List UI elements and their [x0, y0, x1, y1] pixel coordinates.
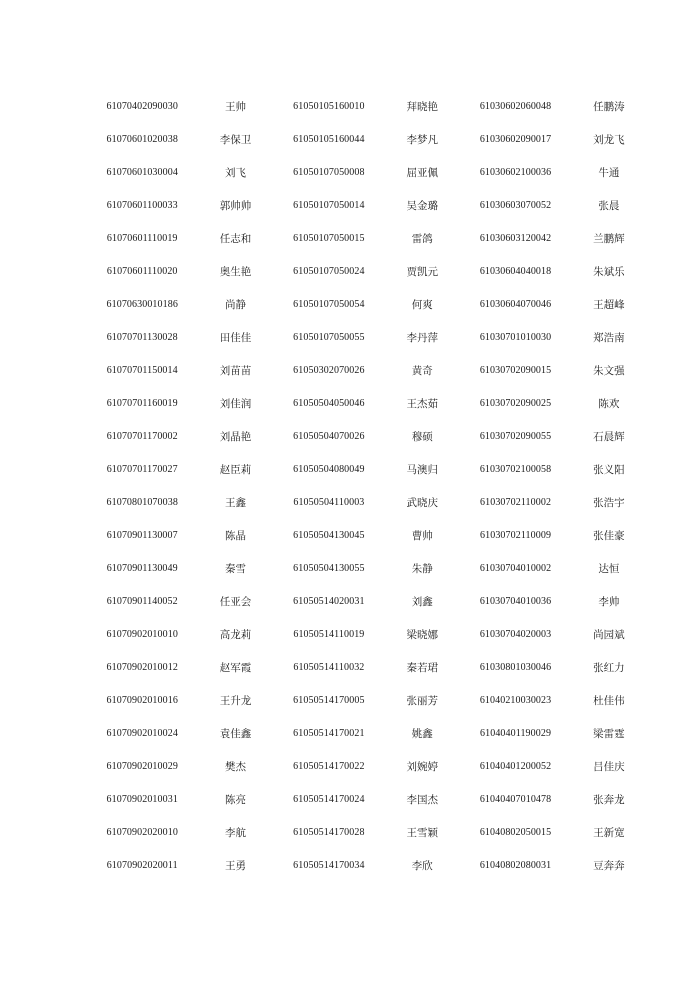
candidate-id: 61070902020011: [106, 860, 178, 871]
candidate-id: 61040407010478: [479, 794, 552, 805]
candidate-name: 朱斌乐: [593, 266, 625, 278]
candidate-id: 61050514170024: [293, 794, 365, 805]
candidate-id: 61030704010002: [479, 563, 552, 574]
candidate-id: 61030704020003: [479, 629, 552, 640]
candidate-id: 61050514170022: [293, 761, 365, 772]
candidate-name: 张红力: [593, 662, 625, 674]
candidate-name: 刘婉婷: [406, 761, 438, 773]
candidate-name: 张义阳: [593, 464, 625, 476]
table-row: [80, 255, 640, 288]
candidate-id: 61070901140052: [106, 596, 178, 607]
candidate-id: 61050107050015: [293, 233, 365, 244]
candidate-id: 61050504110003: [293, 497, 365, 508]
candidate-name: 刘鑫: [411, 596, 433, 608]
table-row: [80, 849, 640, 882]
candidate-name: 李保卫: [219, 134, 252, 146]
candidate-id: 61030702090025: [479, 398, 552, 409]
candidate-id: 61050514020031: [293, 596, 365, 607]
candidate-id: 61040210030023: [479, 695, 552, 706]
table-row: [80, 288, 640, 321]
table-row: [80, 222, 640, 255]
candidate-id: 61030702100058: [479, 464, 552, 475]
candidate-name: 雷鸽: [411, 233, 433, 245]
table-row: [80, 651, 640, 684]
candidate-name: 武晓庆: [406, 497, 438, 509]
table-row: [80, 816, 640, 849]
candidate-id: 61030602060048: [479, 101, 552, 112]
candidate-name: 任志和: [219, 233, 252, 245]
candidate-name: 李帅: [598, 596, 620, 608]
table-row: [80, 321, 640, 354]
table-row: [80, 519, 640, 552]
table-row: [80, 552, 640, 585]
candidate-name: 屈亚佩: [406, 167, 438, 179]
candidate-name: 王超峰: [593, 299, 625, 311]
candidate-name: 兰鹏辉: [593, 233, 625, 245]
candidate-name: 朱文强: [593, 365, 625, 377]
candidate-name: 刘龙飞: [593, 134, 625, 146]
candidate-name: 高龙莉: [219, 629, 252, 641]
candidate-id: 61050107050054: [293, 299, 365, 310]
candidate-name: 刘晶艳: [219, 431, 252, 443]
table-row: [80, 618, 640, 651]
candidate-name: 曹帅: [411, 530, 433, 542]
candidate-name: 袁佳鑫: [219, 728, 252, 740]
candidate-id: 61030603120042: [479, 233, 552, 244]
candidate-id: 61030702090015: [479, 365, 552, 376]
table-row: [80, 90, 640, 123]
candidate-name: 黄奇: [411, 365, 433, 377]
roster-body: [80, 90, 640, 882]
candidate-name: 王升龙: [219, 695, 252, 707]
candidate-name: 王帅: [225, 101, 247, 113]
candidate-id: 61070902010029: [106, 761, 178, 772]
candidate-name: 赵军霞: [219, 662, 252, 674]
candidate-name: 达恒: [598, 563, 620, 575]
candidate-id: 61050107050008: [293, 167, 365, 178]
candidate-name: 李航: [225, 827, 247, 839]
candidate-id: 61070902010031: [106, 794, 178, 805]
table-row: [80, 420, 640, 453]
candidate-name: 杜佳伟: [593, 695, 625, 707]
candidate-id: 61030702110009: [480, 530, 552, 541]
candidate-id: 61070402090030: [106, 101, 178, 112]
candidate-id: 61070630010186: [106, 299, 178, 310]
candidate-id: 61070701160019: [106, 398, 178, 409]
table-row: [80, 453, 640, 486]
candidate-id: 61050514110019: [293, 629, 365, 640]
candidate-name: 姚鑫: [411, 728, 433, 740]
candidate-id: 61050504130045: [293, 530, 365, 541]
table-row: [80, 783, 640, 816]
candidate-name: 朱静: [411, 563, 433, 575]
candidate-name: 豆奔奔: [593, 860, 625, 872]
candidate-name: 王杰茹: [406, 398, 438, 410]
candidate-name: 李国杰: [406, 794, 438, 806]
candidate-name: 赵臣莉: [219, 464, 252, 476]
candidate-id: 61030702110002: [480, 497, 552, 508]
candidate-name: 张丽芳: [406, 695, 438, 707]
candidate-id: 61050504070026: [293, 431, 365, 442]
candidate-id: 61070902010024: [106, 728, 178, 739]
candidate-id: 61050514170005: [293, 695, 365, 706]
table-row: [80, 156, 640, 189]
candidate-id: 61040401190029: [480, 728, 552, 739]
candidate-name: 郑浩南: [593, 332, 625, 344]
candidate-id: 61070601020038: [106, 134, 178, 145]
candidate-name: 吴金璐: [406, 200, 438, 212]
candidate-name: 贾凯元: [406, 266, 438, 278]
candidate-id: 61050107050055: [293, 332, 365, 343]
candidate-id: 61040401200052: [479, 761, 552, 772]
table-row: [80, 123, 640, 156]
candidate-name: 石晨辉: [593, 431, 625, 443]
table-row: [80, 354, 640, 387]
candidate-name: 刘佳润: [219, 398, 252, 410]
candidate-id: 61070601100033: [106, 200, 178, 211]
candidate-name: 张晨: [598, 200, 620, 212]
candidate-id: 61050107050024: [293, 266, 365, 277]
candidate-id: 61070601030004: [106, 167, 178, 178]
candidate-id: 61050107050014: [293, 200, 365, 211]
candidate-id: 61050514170034: [293, 860, 365, 871]
candidate-name: 王新宽: [593, 827, 625, 839]
candidate-id: 61030603070052: [479, 200, 552, 211]
candidate-name: 田佳佳: [219, 332, 252, 344]
candidate-id: 61070601110020: [106, 266, 178, 277]
candidate-id: 61030604070046: [479, 299, 552, 310]
candidate-name: 任亚会: [219, 596, 252, 608]
candidate-id: 61030801030046: [479, 662, 552, 673]
candidate-id: 61070801070038: [106, 497, 178, 508]
candidate-id: 61070701130028: [106, 332, 178, 343]
candidate-name: 陈欢: [598, 398, 620, 410]
candidate-name: 陈晶: [225, 530, 247, 542]
candidate-name: 樊杰: [225, 761, 247, 773]
candidate-name: 任鹏涛: [593, 101, 625, 113]
candidate-name: 张浩宇: [593, 497, 625, 509]
candidate-name: 何爽: [411, 299, 433, 311]
candidate-id: 61070901130007: [106, 530, 178, 541]
candidate-name: 李欣: [411, 860, 433, 872]
candidate-name: 穆硕: [411, 431, 433, 443]
candidate-id: 61050514110032: [293, 662, 365, 673]
candidate-id: 61070902020010: [106, 827, 178, 838]
candidate-name: 刘飞: [225, 167, 247, 179]
candidate-id: 61030604040018: [479, 266, 552, 277]
candidate-id: 61030702090055: [479, 431, 552, 442]
candidate-id: 61070901130049: [106, 563, 178, 574]
candidate-id: 61030701010030: [479, 332, 552, 343]
candidate-name: 梁雷霆: [593, 728, 625, 740]
candidate-id: 61040802080031: [479, 860, 552, 871]
candidate-name: 牛通: [598, 167, 620, 179]
candidate-name: 陈亮: [225, 794, 247, 806]
candidate-id: 61070601110019: [106, 233, 178, 244]
candidate-name: 郭帅帅: [219, 200, 252, 212]
candidate-id: 61070701150014: [106, 365, 178, 376]
candidate-name: 拜晓艳: [406, 101, 438, 113]
candidate-name: 尚园斌: [593, 629, 625, 641]
candidate-name: 奥生艳: [219, 266, 252, 278]
table-row: [80, 684, 640, 717]
candidate-name: 张奔龙: [593, 794, 625, 806]
table-row: [80, 387, 640, 420]
candidate-id: 61030704010036: [479, 596, 552, 607]
table-row: [80, 750, 640, 783]
candidate-id: 61050105160044: [293, 134, 365, 145]
candidate-name: 王雪颖: [406, 827, 438, 839]
candidate-id: 61070902010012: [106, 662, 178, 673]
candidate-name: 马澳归: [406, 464, 438, 476]
candidate-name: 梁晓娜: [406, 629, 438, 641]
candidate-id: 61050105160010: [293, 101, 365, 112]
candidate-name: 秦雪: [225, 563, 247, 575]
candidate-id: 61070701170002: [106, 431, 178, 442]
candidate-id: 61050504130055: [293, 563, 365, 574]
candidate-name: 吕佳庆: [593, 761, 625, 773]
table-row: [80, 717, 640, 750]
candidate-id: 61040802050015: [479, 827, 552, 838]
roster-table: [80, 90, 640, 882]
candidate-id: 61050504080049: [293, 464, 365, 475]
candidate-name: 李丹萍: [406, 332, 438, 344]
candidate-name: 张佳豪: [593, 530, 625, 542]
candidate-id: 61070902010016: [106, 695, 178, 706]
candidate-id: 61050302070026: [293, 365, 365, 376]
candidate-name: 尚静: [225, 299, 247, 311]
candidate-id: 61030602100036: [479, 167, 552, 178]
candidate-name: 王勇: [225, 860, 247, 872]
candidate-name: 刘苗苗: [219, 365, 252, 377]
candidate-name: 李梦凡: [406, 134, 438, 146]
candidate-id: 61070701170027: [106, 464, 178, 475]
candidate-id: 61030602090017: [479, 134, 552, 145]
candidate-id: 61050514170028: [293, 827, 365, 838]
candidate-id: 61070902010010: [106, 629, 178, 640]
table-row: [80, 189, 640, 222]
candidate-name: 王鑫: [225, 497, 247, 509]
candidate-name: 秦若珺: [406, 662, 438, 674]
table-row: [80, 486, 640, 519]
candidate-id: 61050504050046: [293, 398, 365, 409]
table-row: [80, 585, 640, 618]
candidate-id: 61050514170021: [293, 728, 365, 739]
